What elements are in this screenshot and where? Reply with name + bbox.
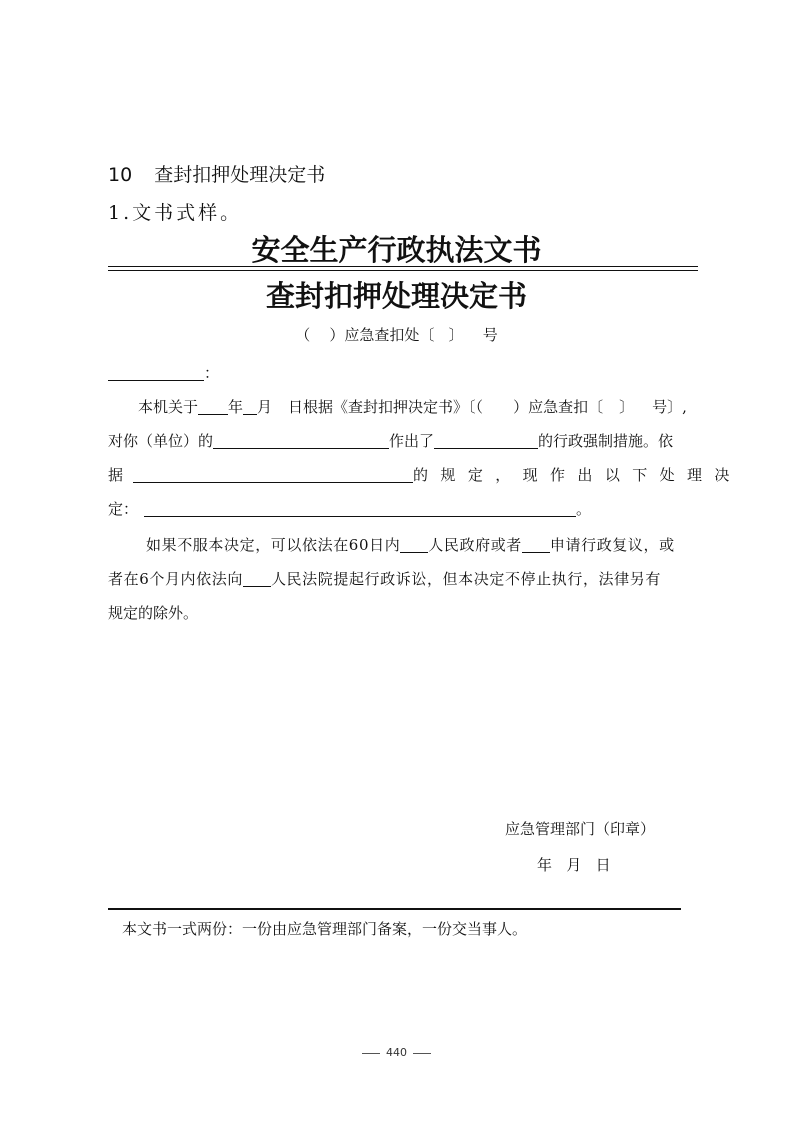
body-text: 人民法院提起行政诉讼，但本决定不停止执行，法律另有 bbox=[270, 570, 661, 588]
body-text: 对你（单位）的 bbox=[108, 432, 214, 450]
decision-blank[interactable] bbox=[144, 500, 576, 517]
body-line-2 bbox=[108, 430, 673, 451]
subheading: 1.文书式样。 bbox=[108, 202, 243, 224]
body-text: 日根据《查封扣押决定书》〔（ bbox=[288, 398, 484, 416]
document-title: 安全生产行政执法文书 bbox=[251, 233, 542, 267]
signature-date bbox=[537, 854, 611, 875]
body-text: 人民政府或者 bbox=[428, 536, 522, 554]
body-text: 者在6个月内依法向 bbox=[108, 570, 243, 588]
body-line-6 bbox=[108, 568, 661, 589]
object-blank[interactable] bbox=[213, 432, 389, 449]
footnote: 本文书一式两份：一份由应急管理部门备案，一份交当事人。 bbox=[122, 920, 528, 938]
recipient-line bbox=[108, 362, 219, 383]
body-text: 本机关于 bbox=[138, 398, 199, 416]
body-line-4 bbox=[108, 498, 591, 519]
body-text: 号〕, bbox=[652, 398, 687, 416]
court-blank[interactable] bbox=[243, 570, 271, 587]
section-title: 查封扣押处理决定书 bbox=[154, 164, 326, 186]
number-suffix: 号 bbox=[482, 326, 498, 344]
footer-rule bbox=[108, 908, 681, 910]
document-number-line bbox=[0, 324, 793, 345]
signature-department: 应急管理部门（印章） bbox=[505, 820, 656, 838]
date-year: 年 bbox=[537, 856, 553, 874]
measure-blank[interactable] bbox=[434, 432, 538, 449]
document-subtitle: 查封扣押处理决定书 bbox=[265, 279, 527, 313]
government-blank[interactable] bbox=[400, 536, 428, 553]
body-text: 〕 bbox=[619, 398, 635, 416]
body-text: 。 bbox=[576, 500, 592, 518]
body-text: 年 bbox=[228, 398, 244, 416]
page-dash-right bbox=[413, 1053, 431, 1054]
date-month: 月 bbox=[566, 856, 582, 874]
page-number bbox=[0, 1046, 793, 1059]
page-dash-left bbox=[362, 1053, 380, 1054]
section-number: 10 bbox=[108, 164, 133, 186]
legal-basis-blank[interactable] bbox=[133, 466, 413, 483]
body-text: 据 bbox=[108, 466, 124, 484]
body-line-3 bbox=[108, 464, 742, 485]
title-rule-bottom bbox=[108, 270, 698, 271]
date-day: 日 bbox=[595, 856, 611, 874]
body-line-7: 规定的除外。 bbox=[108, 604, 199, 622]
body-text: 如果不服本决定，可以依法在60日内 bbox=[146, 536, 401, 554]
number-bracket-close: 〕 bbox=[448, 326, 464, 344]
year-blank[interactable] bbox=[198, 398, 228, 415]
month-blank[interactable] bbox=[243, 398, 257, 415]
body-text: 定： bbox=[108, 500, 139, 518]
number-open-paren: （ bbox=[295, 326, 311, 344]
body-text: 的规定，现作出以下处理决 bbox=[413, 466, 742, 484]
body-line-5 bbox=[146, 534, 675, 555]
section-heading bbox=[108, 160, 325, 187]
body-text: 的行政强制措施。依 bbox=[538, 432, 674, 450]
body-text: 申请行政复议，或 bbox=[549, 536, 675, 554]
body-text: ）应急查扣〔 bbox=[513, 398, 604, 416]
recipient-blank[interactable] bbox=[108, 364, 204, 381]
body-text: 月 bbox=[257, 398, 273, 416]
number-office: ）应急查扣处〔 bbox=[329, 326, 435, 344]
recipient-colon: ： bbox=[204, 364, 220, 382]
page-number-value: 440 bbox=[386, 1046, 407, 1059]
review-body-blank[interactable] bbox=[522, 536, 550, 553]
body-line-1 bbox=[138, 396, 687, 417]
body-text: 作出了 bbox=[389, 432, 435, 450]
title-rule-top bbox=[108, 266, 698, 267]
